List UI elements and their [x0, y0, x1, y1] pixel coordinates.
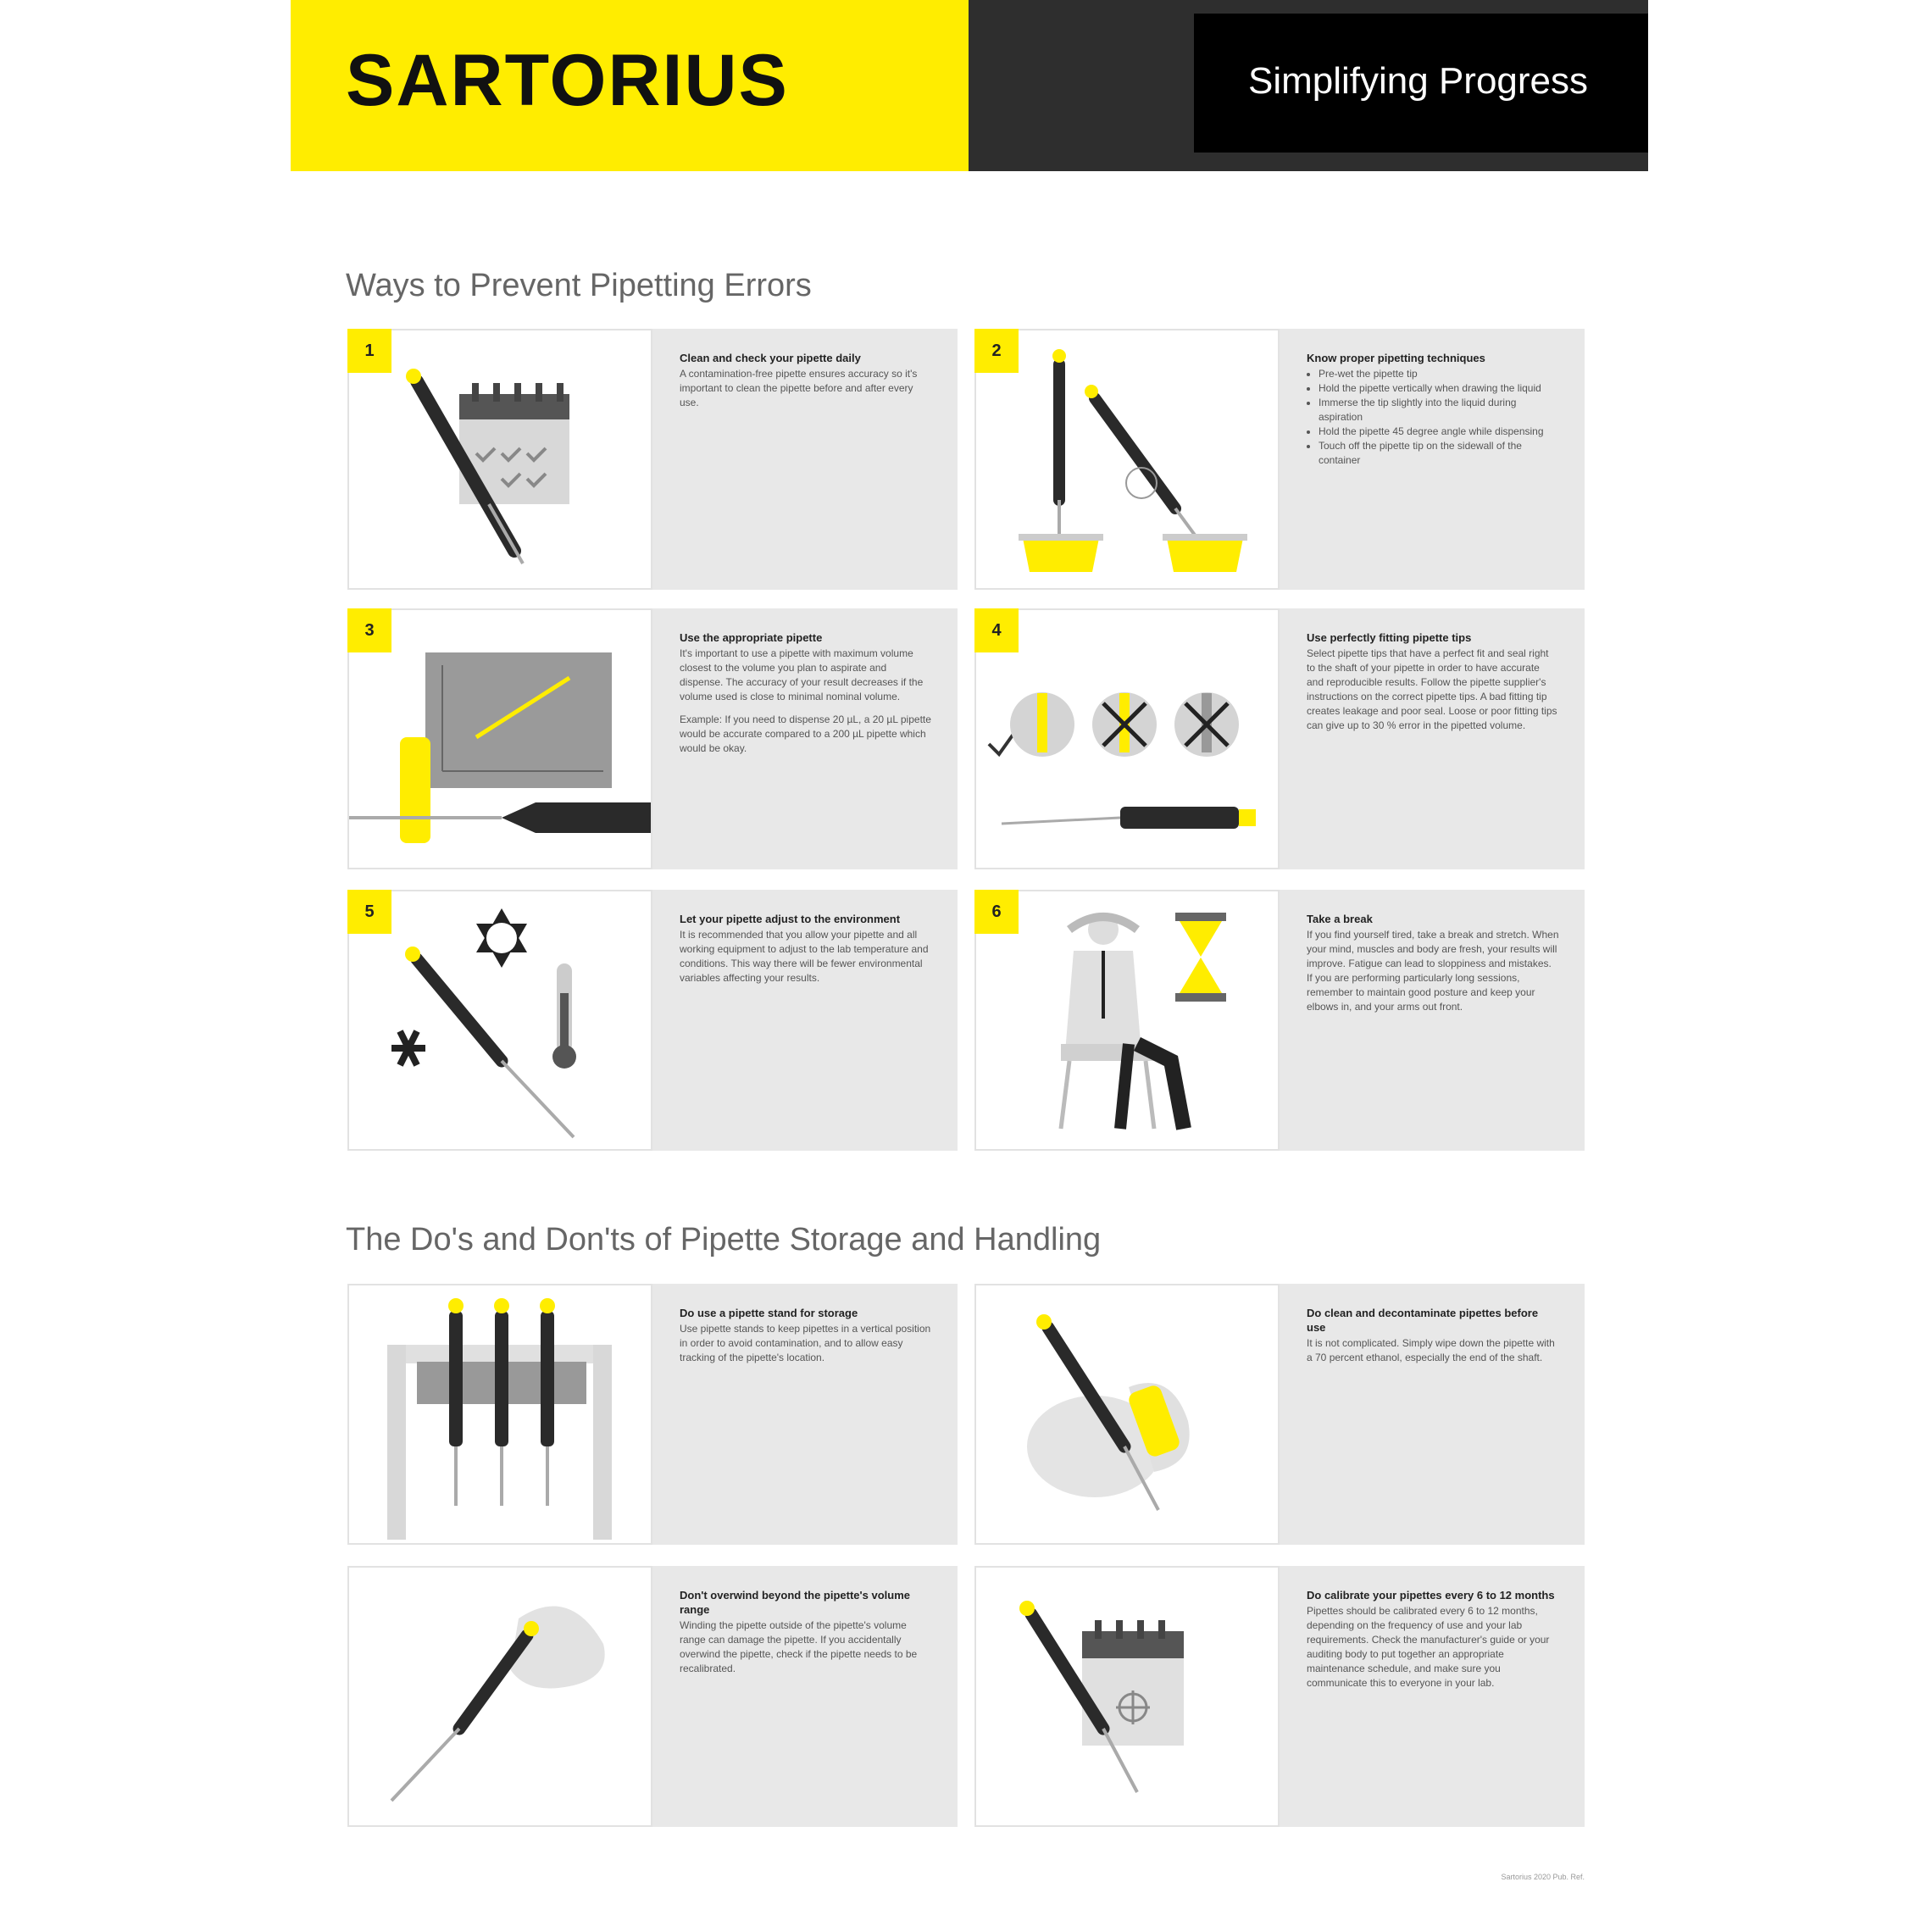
- card-4-body: Select pipette tips that have a perfect fit and seal right to the shaft of your pipette in order to have accurate and reproducible results. Follow the pipette supplier's instructions on the correct pipette tips. A bad fitting tip creates leakage and poor seal. Loose or poor fitting tips can give up to 30 % error in the pipetted volume.: [1307, 647, 1557, 731]
- card-overwind-body: Winding the pipette outside of the pipette's volume range can damage the pipette. If you accidentally overwind the pipette, check if the pipette needs to be recalibrated.: [680, 1619, 918, 1674]
- card-6: [974, 890, 1585, 1151]
- card-5-title: Let your pipette adjust to the environment: [680, 913, 901, 925]
- card-storage-body: Use pipette stands to keep pipettes in a vertical position in order to avoid contamination, and to allow easy tracking of the pipette's location.: [680, 1323, 931, 1363]
- card-3-text: [652, 608, 958, 869]
- pipette-stand-icon: [349, 1285, 651, 1543]
- card-3-title: Use the appropriate pipette: [680, 631, 823, 644]
- header-banner: [291, 0, 1648, 171]
- technique-bullet: • Hold the pipette 45 degree angle while dispensing: [1319, 425, 1559, 439]
- card-5-text: [652, 890, 958, 1151]
- section1-title: Ways to Prevent Pipetting Errors: [346, 268, 812, 303]
- card-clean-text: [1280, 1284, 1585, 1545]
- step-number-5: 5: [347, 890, 391, 934]
- card-clean: [974, 1284, 1585, 1545]
- card-clean-illustration: [974, 1284, 1280, 1545]
- technique-bullet: • Hold the pipette vertically when drawing the liquid: [1319, 381, 1559, 396]
- card-clean-body: It is not complicated. Simply wipe down the pipette with a 70 percent ethanol, especially the end of the shaft.: [1307, 1337, 1555, 1363]
- card-6-text: [1280, 890, 1585, 1151]
- step-number-4: 4: [974, 608, 1019, 652]
- card-4-title: Use perfectly fitting pipette tips: [1307, 631, 1472, 644]
- pipetting-technique-icon: [976, 330, 1278, 588]
- cleaning-hand-icon: [976, 1285, 1278, 1543]
- card-6-illustration: [974, 890, 1280, 1151]
- card-calibrate-body: Pipettes should be calibrated every 6 to 12 months, depending on the frequency of use and your lab requirements. Check the manufacturer's guide or your auditing body to put together an appropriate maintenance schedule, and make sure you communicate this to everyone in your lab.: [1307, 1605, 1550, 1689]
- card-3-example: Example: If you need to dispense 20 µL, a 20 µL pipette would be accurate compared to a 200 µL pipette which would be okay.: [680, 713, 931, 754]
- card-3-illustration: [347, 608, 652, 869]
- card-calibrate: [974, 1566, 1585, 1827]
- card-1-body: A contamination-free pipette ensures accuracy so it's important to clean the pipette before and after every use.: [680, 368, 918, 408]
- sartorius-logo: SARTORIUS: [346, 40, 789, 121]
- card-2: [974, 329, 1585, 590]
- step-number-3: 3: [347, 608, 391, 652]
- step-number-6: 6: [974, 890, 1019, 934]
- card-1: [347, 329, 958, 590]
- section2-title: The Do's and Don'ts of Pipette Storage and Handling: [346, 1222, 1102, 1257]
- card-overwind-title: Don't overwind beyond the pipette's volume range: [680, 1589, 910, 1616]
- card-4-text: [1280, 608, 1585, 869]
- header-yellow-panel: [291, 0, 969, 171]
- card-5: [347, 890, 958, 1151]
- card-storage-title: Do use a pipette stand for storage: [680, 1307, 858, 1319]
- card-3: [347, 608, 958, 869]
- header-slogan: Simplifying Progress: [1248, 60, 1589, 102]
- card-2-illustration: [974, 329, 1280, 590]
- calibration-calendar-icon: [976, 1568, 1278, 1825]
- card-4-illustration: [974, 608, 1280, 869]
- step-number-2: 2: [974, 329, 1019, 373]
- relaxing-person-icon: [976, 891, 1278, 1149]
- card-5-illustration: [347, 890, 652, 1151]
- card-calibrate-text: [1280, 1566, 1585, 1827]
- card-6-title: Take a break: [1307, 913, 1373, 925]
- card-calibrate-title: Do calibrate your pipettes every 6 to 12 months: [1307, 1589, 1555, 1602]
- temperature-icon: [349, 891, 651, 1149]
- overwind-hand-icon: [349, 1568, 651, 1825]
- card-overwind: [347, 1566, 958, 1827]
- card-2-title: Know proper pipetting techniques: [1307, 352, 1485, 364]
- volume-chart-icon: [349, 610, 651, 868]
- technique-bullet: • Immerse the tip slightly into the liquid during aspiration: [1319, 396, 1559, 425]
- technique-bullet: • Pre-wet the pipette tip: [1319, 367, 1559, 381]
- card-6-body: If you find yourself tired, take a break and stretch. When your mind, muscles and body are fresh, your results will improve. Fatigue can lead to sloppiness and mistakes. If you are performing particularly long sessions, remember to maintain good posture and keep your elbows in, and your arms out front.: [1307, 929, 1559, 1013]
- footer-reference: Sartorius 2020 Pub. Ref.: [1501, 1873, 1585, 1881]
- card-2-text: [1280, 329, 1585, 590]
- card-calibrate-illustration: [974, 1566, 1280, 1827]
- pipette-tips-icon: [976, 610, 1278, 868]
- card-storage-illustration: [347, 1284, 652, 1545]
- card-overwind-illustration: [347, 1566, 652, 1827]
- card-3-body: It's important to use a pipette with maximum volume closest to the volume you plan to aspirate and dispense. The accuracy of your result decreases if the volume used is close to minimal nominal volume.: [680, 647, 924, 702]
- card-storage: [347, 1284, 958, 1545]
- card-5-body: It is recommended that you allow your pipette and all working equipment to adjust to the lab temperature and conditions. This way there will be fewer environmental variables affecting your results.: [680, 929, 929, 984]
- card-4: [974, 608, 1585, 869]
- card-1-title: Clean and check your pipette daily: [680, 352, 861, 364]
- card-clean-title: Do clean and decontaminate pipettes before use: [1307, 1307, 1539, 1334]
- card-storage-text: [652, 1284, 958, 1545]
- card-1-text: [652, 329, 958, 590]
- technique-bullet: • Touch off the pipette tip on the sidewall of the container: [1319, 439, 1559, 468]
- card-1-illustration: [347, 329, 652, 590]
- pipette-calendar-icon: [349, 330, 651, 588]
- card-3-body-wrap: [680, 647, 932, 756]
- card-overwind-text: [652, 1566, 958, 1827]
- card-2-body: [1307, 367, 1559, 468]
- step-number-1: 1: [347, 329, 391, 373]
